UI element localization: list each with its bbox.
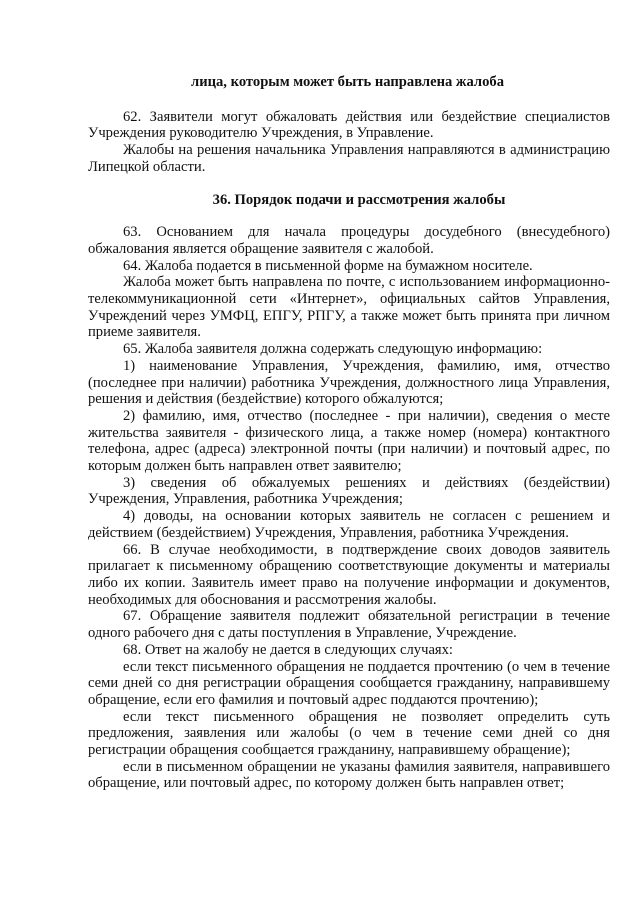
paragraph-66: 66. В случае необходимости, в подтверждение своих доводов заявитель прилагает к письменному обращению соответствующие документы и материалы либо их копии. Заявитель имеет право на получение информации и документов, необходимых для обоснования и рассмотрения жалобы.	[88, 541, 610, 608]
document-page	[88, 74, 610, 792]
list-item-1: 1) наименование Управления, Учреждения, фамилию, имя, отчество (последнее при наличии) работника Учреждения, должностного лица Управления, решения и действия (бездействие) которого обжалуются;	[88, 357, 610, 408]
paragraph-67: 67. Обращение заявителя подлежит обязательной регистрации в течение одного рабочего дня с даты поступления в Управление, Учреждение.	[88, 608, 610, 642]
subsection-heading: лица, которым может быть направлена жалоба	[191, 74, 505, 90]
list-item-2: 2) фамилию, имя, отчество (последнее - при наличии), сведения о месте жительства заявителя - физического лица, а также номер (номера) контактного телефона, адрес (адреса) электронной почты (при наличии) и почтовый адрес, по которым должен быть направлен ответ заявителю;	[88, 407, 610, 475]
paragraph-submission-channels: Жалоба может быть направлена по почте, с использованием информационно-телекоммуникационной сети «Интернет», официальных сайтов Управления, Учреждений через УМФЦ, ЕПГУ, РПГУ, а также может быть принята при личном приеме заявителя.	[88, 274, 610, 341]
case-unreadable: если текст письменного обращения не поддается прочтению (о чем в течение семи дней со дня регистрации обращения сообщается гражданину, направившему обращение, если его фамилия и почтовый адрес поддаются прочтению);	[88, 658, 610, 708]
paragraph-65: 65. Жалоба заявителя должна содержать следующую информацию:	[123, 341, 543, 358]
paragraph-63: 63. Основанием для начала процедуры досудебного (внесудебного) обжалования является обращение заявителя с жалобой.	[88, 224, 610, 257]
list-item-3: 3) сведения об обжалуемых решениях и действиях (бездействии) Учреждения, Управления, работника Учреждения;	[88, 474, 610, 508]
paragraph-62: 62. Заявители могут обжаловать действия или бездействие специалистов Учреждения руководителю Учреждения, в Управление.	[88, 108, 610, 142]
case-undefined-essence: если текст письменного обращения не позволяет определить суть предложения, заявления или жалобы (о чем в течение семи дней со дня регистрации обращения сообщается гражданину, направившему обращение);	[88, 708, 610, 759]
paragraph-68: 68. Ответ на жалобу не дается в следующих случаях:	[123, 641, 453, 658]
list-item-4: 4) доводы, на основании которых заявитель не согласен с решением и действием (бездействием) Учреждения, Управления, работника Учреждения.	[88, 508, 610, 541]
case-no-name-address: если в письменном обращении не указаны фамилия заявителя, направившего обращение, или почтовый адрес, по которому должен быть направлен ответ;	[88, 758, 610, 792]
paragraph-64: 64. Жалоба подается в письменной форме на бумажном носителе.	[123, 257, 533, 274]
paragraph-complaints-head: Жалобы на решения начальника Управления направляются в администрацию Липецкой области.	[88, 142, 610, 175]
section-title: 36. Порядок подачи и рассмотрения жалобы	[212, 191, 506, 208]
